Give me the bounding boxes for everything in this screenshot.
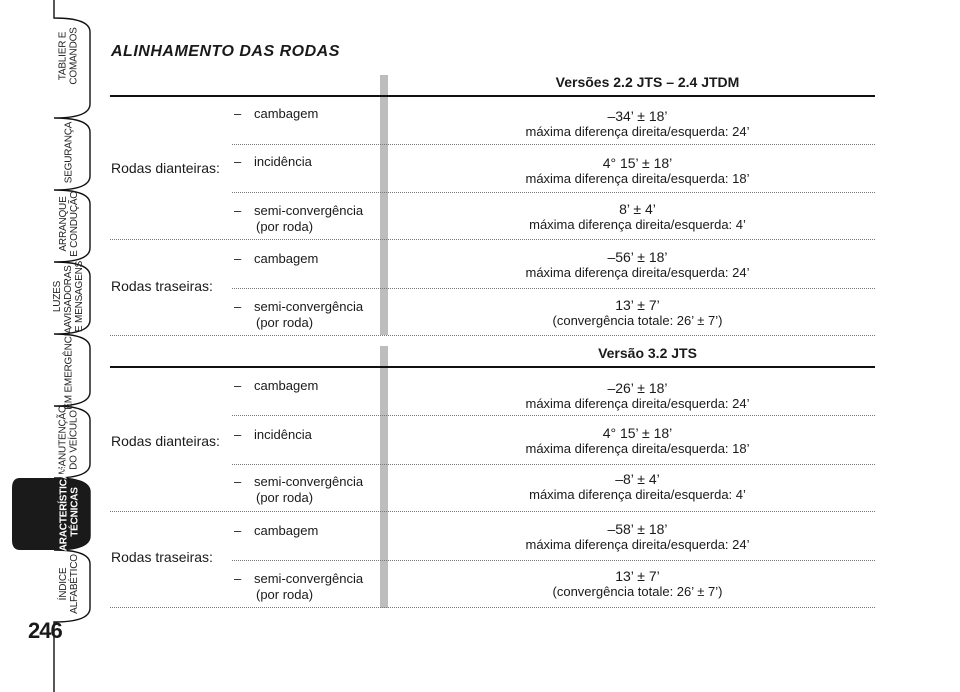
- group-label: Rodas traseiras:: [111, 278, 213, 294]
- value-cell: 4° 15’ ± 18’ máxima diferença direita/esquerda: 18’: [525, 425, 750, 456]
- param-label: – cambagem: [234, 251, 319, 266]
- param-label: – semi-convergência (por roda): [234, 571, 364, 602]
- group-label: Rodas traseiras:: [111, 549, 213, 565]
- param-label: – semi-convergência (por roda): [234, 299, 364, 330]
- tab-luzes-avisadoras[interactable]: LUZES AVISADORAS E MENSAGENS: [52, 260, 86, 332]
- param-label: – incidência: [234, 154, 312, 169]
- row-separator: [110, 239, 875, 240]
- section-divider-bar: [380, 75, 388, 335]
- value-cell: –34’ ± 18’ máxima diferença direita/esquerda: 24’: [525, 108, 750, 139]
- value-cell: 8’ ± 4’ máxima diferença direita/esquerda: 4’: [529, 201, 746, 232]
- value-cell: –8’ ± 4’ máxima diferença direita/esquerda: 4’: [529, 471, 746, 502]
- param-label: – cambagem: [234, 106, 319, 121]
- group-label: Rodas dianteiras:: [111, 160, 220, 176]
- param-label: – incidência: [234, 427, 312, 442]
- row-separator: [232, 464, 875, 465]
- section-rule: [110, 366, 875, 368]
- value-cell: –56’ ± 18’ máxima diferença direita/esquerda: 24’: [525, 249, 750, 280]
- tab-caracteristicas-tecnicas[interactable]: CARACTERÍSTICAS TÉCNICAS: [58, 465, 80, 559]
- row-separator: [232, 288, 875, 289]
- tab-tablier-comandos[interactable]: TABLIER E COMANDOS: [58, 27, 81, 85]
- param-label: – cambagem: [234, 378, 319, 393]
- param-label: – semi-convergência (por roda): [234, 203, 364, 234]
- page-number: 246: [28, 618, 62, 643]
- tab-manutencao[interactable]: MANUTENÇÃO DO VEÍCULO: [58, 405, 80, 475]
- value-cell: –58’ ± 18’ máxima diferença direita/esquerda: 24’: [525, 521, 750, 552]
- section-header: Versões 2.2 JTS – 2.4 JTDM: [555, 74, 740, 90]
- tab-indice-alfabetico[interactable]: ÍNDICE ALFABÉTICO: [58, 554, 80, 614]
- row-separator: [110, 511, 875, 512]
- row-separator: [110, 335, 875, 336]
- section-divider-bar: [380, 346, 388, 608]
- tab-em-emergencia[interactable]: EM EMERGÊNCIA: [63, 326, 75, 410]
- chapter-tabs: [0, 0, 105, 692]
- tab-arranque-conducao[interactable]: ARRANQUE E CONDUÇÃO: [58, 191, 81, 257]
- row-separator: [110, 607, 875, 608]
- section-header: Versão 3.2 JTS: [598, 345, 697, 361]
- value-cell: 4° 15’ ± 18’ máxima diferença direita/esquerda: 18’: [525, 155, 750, 186]
- value-cell: 13’ ± 7’ (convergência totale: 26’ ± 7’): [552, 297, 723, 328]
- row-separator: [232, 560, 875, 561]
- value-cell: –26’ ± 18’ máxima diferença direita/esquerda: 24’: [525, 380, 750, 411]
- row-separator: [232, 192, 875, 193]
- row-separator: [232, 415, 875, 416]
- section-rule: [110, 95, 875, 97]
- value-cell: 13’ ± 7’ (convergência totale: 26’ ± 7’): [552, 568, 723, 599]
- tab-seguranca[interactable]: SEGURANÇA: [63, 121, 75, 183]
- row-separator: [232, 144, 875, 145]
- group-label: Rodas dianteiras:: [111, 433, 220, 449]
- param-label: – cambagem: [234, 523, 319, 538]
- page-title: ALINHAMENTO DAS RODAS: [111, 43, 340, 60]
- param-label: – semi-convergência (por roda): [234, 474, 364, 505]
